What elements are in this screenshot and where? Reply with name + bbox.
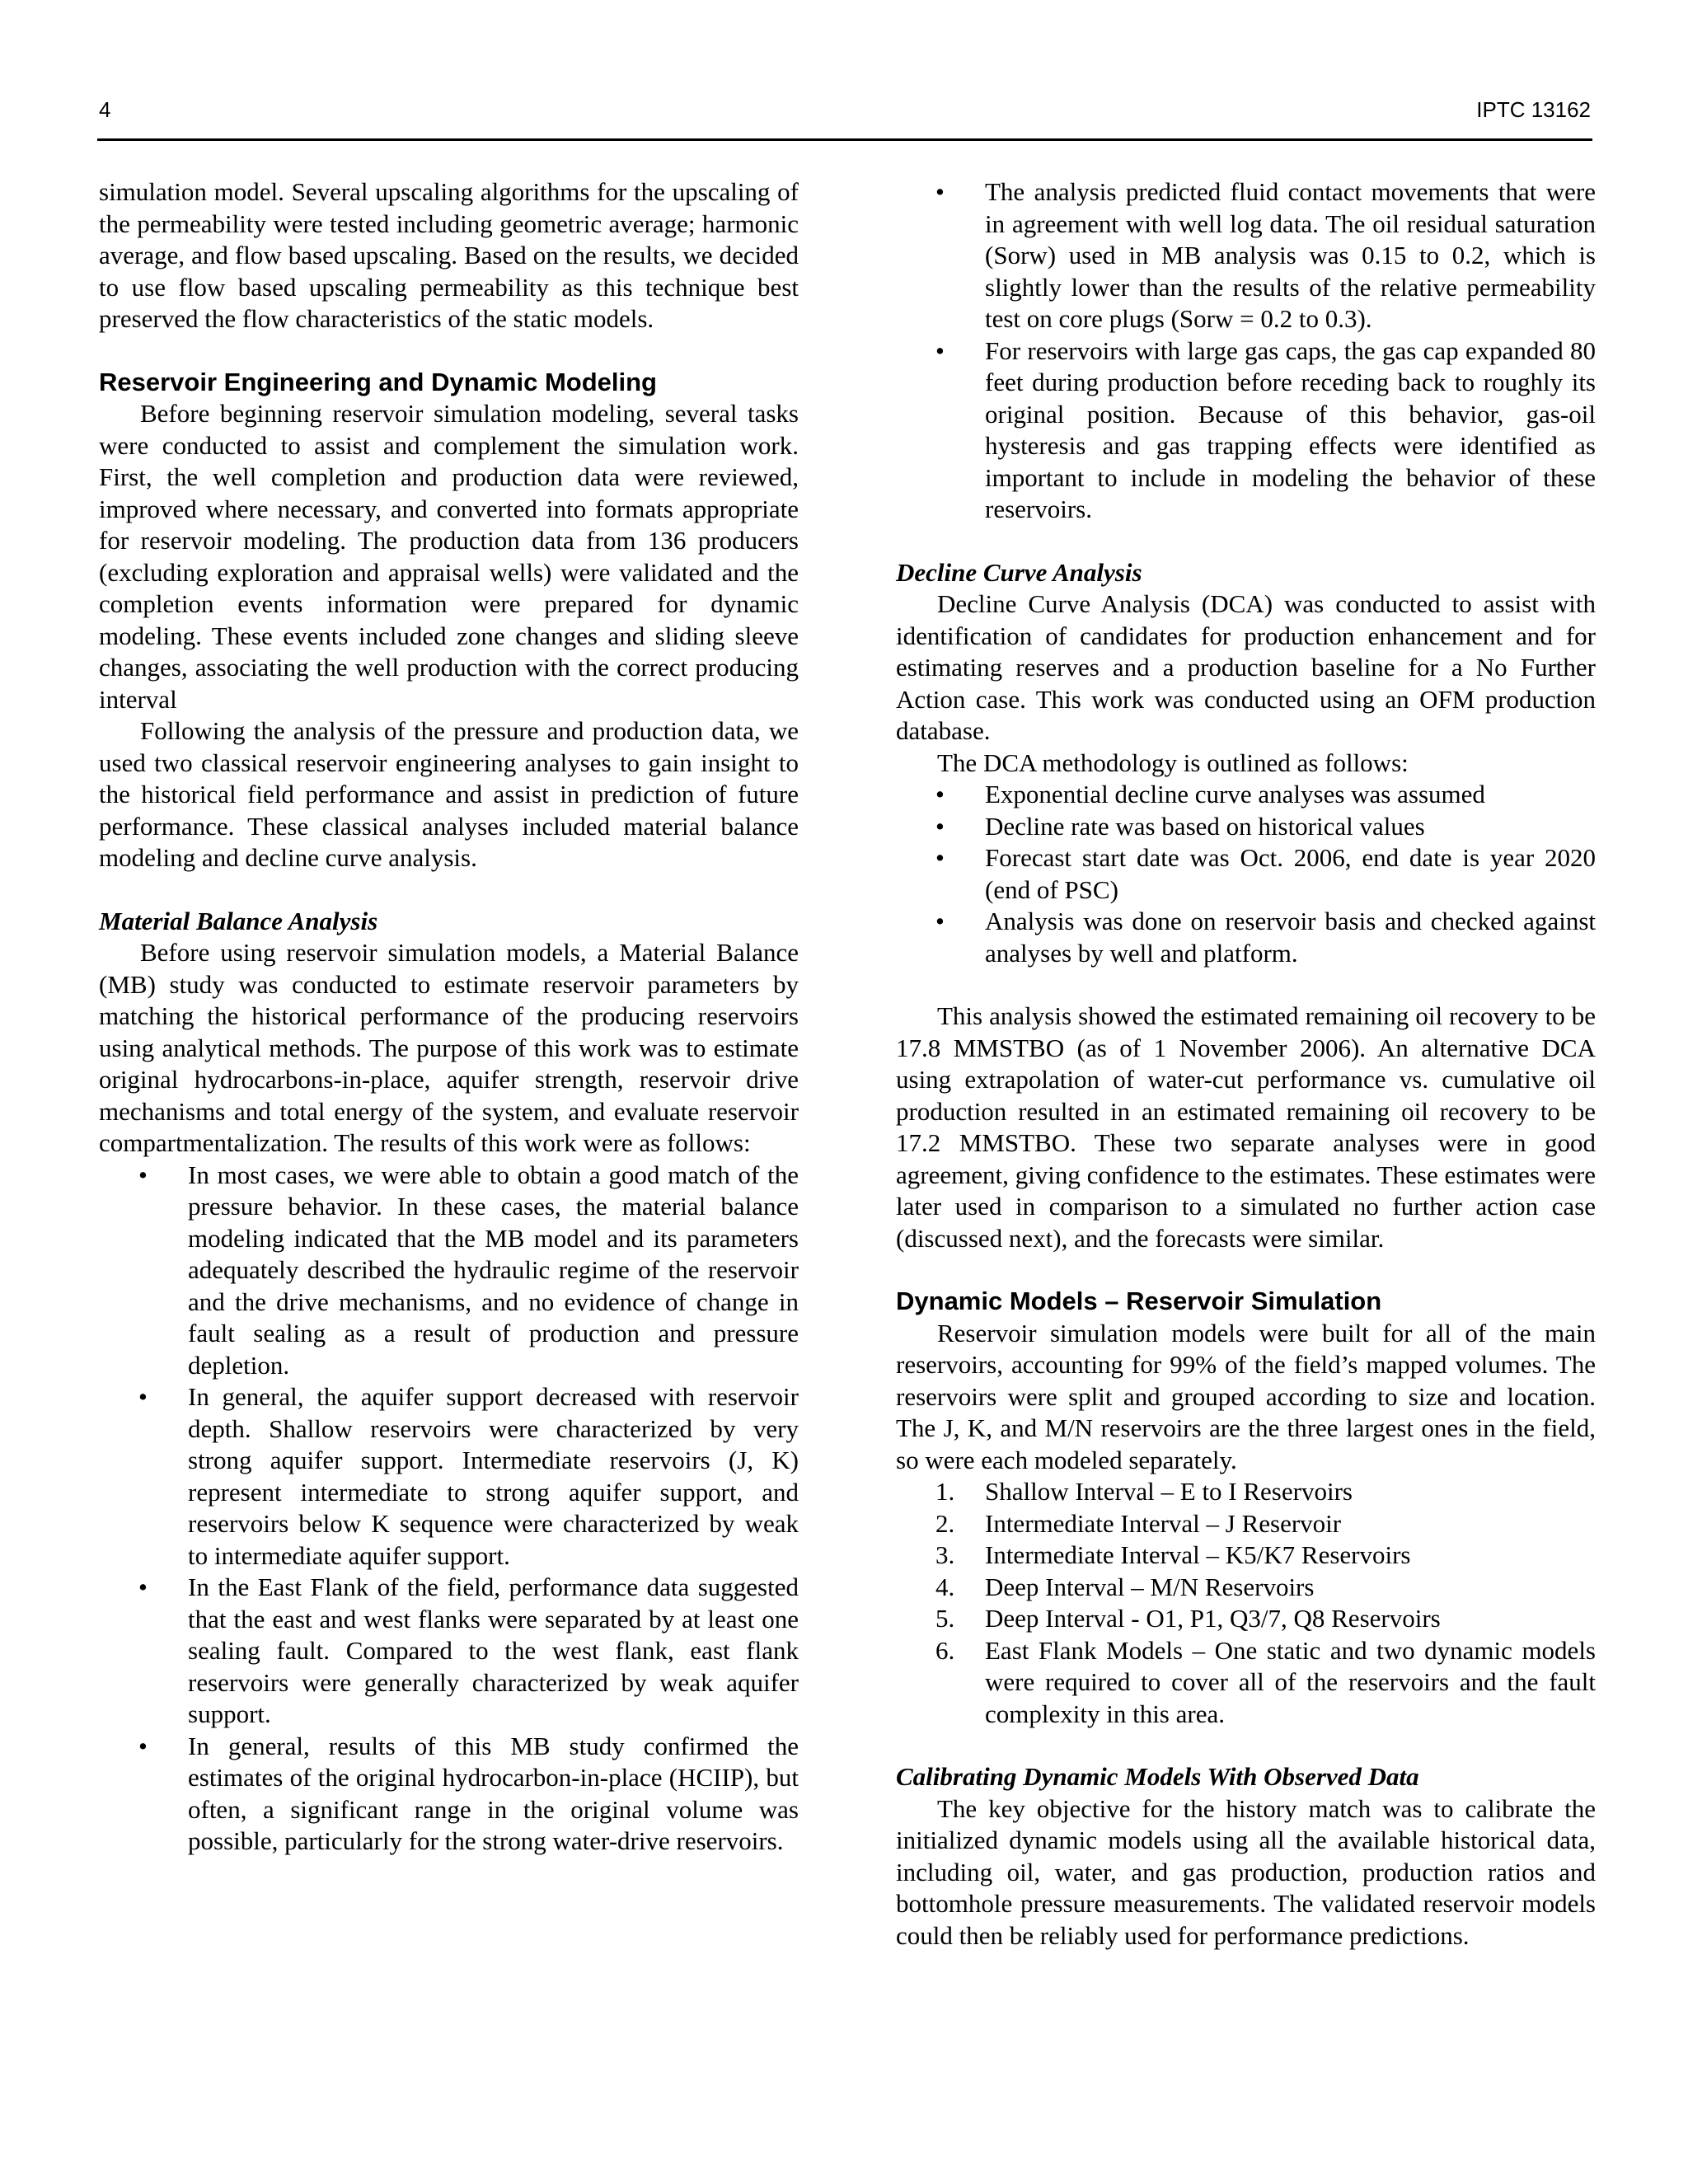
list-item-text: In general, results of this MB study confirmed the estimates of the original hydrocarbon-in-place (HCIIP), but often, a significant range in the original volume was possible, particularly for the strong water-drive reservoirs. <box>188 1731 799 1855</box>
page-number: 4 <box>99 97 111 122</box>
numbered-list-intervals <box>896 1476 1596 1730</box>
list-item-text: Exponential decline curve analyses was assumed <box>985 780 1485 808</box>
list-item-text: In most cases, we were able to obtain a good match of the pressure behavior. In these cases, the material balance modeling indicated that the MB model and its parameters adequately described the hydraulic regime of the reservoir and the drive mechanisms, and no evidence of change in fault sealing as a result of production and pressure depletion. <box>188 1160 799 1380</box>
list-item <box>99 1160 799 1382</box>
list-item <box>896 1540 1596 1572</box>
right-column <box>896 176 1596 1952</box>
bullet-list-dca-method <box>896 779 1596 969</box>
list-item-text: Shallow Interval – E to I Reservoirs <box>985 1477 1353 1506</box>
bullet-mark: • <box>138 1160 148 1189</box>
list-item-text: The analysis predicted fluid contact movements that were in agreement with well log data. The oil residual saturation (Sorw) used in MB analysis was 0.15 to 0.2, which is slightly lower than the results of the relative permeability test on core plugs (Sorw = 0.2 to 0.3). <box>985 177 1596 333</box>
subsection-heading-calibrating: Calibrating Dynamic Models With Observed Data <box>896 1762 1419 1791</box>
paragraph: Decline Curve Analysis (DCA) was conducted to assist with identification of candidates for production enhancement and for estimating reserves and a production baseline for a No Further Action case. This work was conducted using an OFM production database. <box>896 589 1596 745</box>
list-item <box>896 779 1596 811</box>
left-column <box>99 176 799 1858</box>
subsection-heading-material-balance: Material Balance Analysis <box>99 906 378 935</box>
bullet-mark: • <box>935 780 945 808</box>
subsection-heading-decline-curve: Decline Curve Analysis <box>896 557 1142 587</box>
paper-id: IPTC 13162 <box>1476 97 1591 122</box>
list-item-text: East Flank Models – One static and two dynamic models were required to cover all of the reservoirs and the fault complexity in this area. <box>985 1635 1596 1728</box>
paragraph: The key objective for the history match was to calibrate the initialized dynamic models using all the available historical data, including oil, water, and gas production, production ratios and bottomhole pressure measurements. The validated reservoir models could then be reliably used for performance predictions. <box>896 1793 1596 1950</box>
bullet-list-mb-results <box>99 1160 799 1858</box>
list-item <box>896 811 1596 843</box>
list-item-text: For reservoirs with large gas caps, the gas cap expanded 80 feet during production before receding back to roughly its original position. Because of this behavior, gas-oil hysteresis and gas trapping effects were identified as important to include in modeling the behavior of these reservoirs. <box>985 335 1596 523</box>
bullet-mark: • <box>935 907 945 935</box>
section-heading-dynamic-models: Dynamic Models – Reservoir Simulation <box>896 1286 1382 1315</box>
list-item <box>99 1381 799 1572</box>
list-item-text: Analysis was done on reservoir basis and checked against analyses by well and platform. <box>985 907 1596 968</box>
bullet-mark: • <box>138 1382 148 1411</box>
list-item <box>99 1731 799 1858</box>
paragraph: The DCA methodology is outlined as follows: <box>937 748 1409 777</box>
list-item <box>896 176 1596 335</box>
list-item <box>896 1635 1596 1731</box>
list-number: 2. <box>935 1508 955 1538</box>
bullet-mark: • <box>935 811 945 841</box>
list-number: 4. <box>935 1572 955 1601</box>
bullet-mark: • <box>935 177 945 206</box>
bullet-mark: • <box>935 335 945 365</box>
list-item-text: Decline rate was based on historical values <box>985 811 1425 841</box>
paragraph: Before beginning reservoir simulation modeling, several tasks were conducted to assist and complement the simulation work. First, the well completion and production data were reviewed, improved where necessary, and converted into formats appropriate for reservoir modeling. The production data from 136 producers (excluding exploration and appraisal wells) were validated and the completion events information were prepared for dynamic modeling. These events included zone changes and sliding sleeve changes, associating the well production with the correct producing interval <box>99 399 799 714</box>
list-item-text: Deep Interval – M/N Reservoirs <box>985 1572 1315 1601</box>
paragraph: Reservoir simulation models were built for all of the main reservoirs, accounting for 99% of the field’s mapped volumes. The reservoirs were split and grouped according to size and location. The J, K, and M/N reservoirs are the three largest ones in the field, so were each modeled separately. <box>896 1318 1596 1474</box>
paragraph: Following the analysis of the pressure and production data, we used two classical reservoir engineering analyses to gain insight to the historical field performance and assist in prediction of future performance. These classical analyses included material balance modeling and decline curve analysis. <box>99 716 799 872</box>
list-item <box>896 335 1596 526</box>
bullet-mark: • <box>138 1731 148 1760</box>
list-number: 1. <box>935 1477 955 1506</box>
intro-paragraph: simulation model. Several upscaling algorithms for the upscaling of the permeability were tested including geometric average; harmonic average, and flow based upscaling. Based on the results, we decided to use flow based upscaling permeability as this technique best preserved the flow characteristics of the static models. <box>99 177 799 333</box>
list-number: 6. <box>935 1635 955 1665</box>
list-item-text: Forecast start date was Oct. 2006, end date is year 2020 (end of PSC) <box>985 843 1596 904</box>
list-item-text: In general, the aquifer support decreased with reservoir depth. Shallow reservoirs were characterized by very strong aquifer support. Intermediate reservoirs (J, K) represent intermediate to strong aquifer support, and reservoirs below K sequence were characterized by weak to intermediate aquifer support. <box>188 1382 799 1570</box>
list-item <box>896 906 1596 969</box>
list-item <box>99 1572 799 1731</box>
paragraph: Before using reservoir simulation models, a Material Balance (MB) study was conducted to estimate reservoir parameters by matching the historical performance of the producing reservoirs using analytical methods. The purpose of this work was to estimate original hydrocarbons-in-place, aquifer strength, reservoir drive mechanisms and total energy of the system, and evaluate reservoir compartmentalization. The results of this work were as follows: <box>99 938 799 1157</box>
list-item-text: Intermediate Interval – K5/K7 Reservoirs <box>985 1540 1411 1569</box>
list-item-text: In the East Flank of the field, performance data suggested that the east and west flanks were separated by at least one sealing fault. Compared to the west flank, east flank reservoirs were generally characterized by weak aquifer support. <box>188 1572 799 1728</box>
list-item <box>896 1476 1596 1508</box>
spacer <box>896 969 1596 1001</box>
list-item <box>896 1508 1596 1540</box>
bullet-mark: • <box>138 1572 148 1601</box>
list-number: 3. <box>935 1540 955 1569</box>
paragraph: This analysis showed the estimated remaining oil recovery to be 17.8 MMSTBO (as of 1 November 2006). An alternative DCA using extrapolation of water-cut performance vs. cumulative oil production resulted in an estimated remaining oil recovery to be 17.2 MMSTBO. These two separate analyses were in good agreement, giving confidence to the estimates. These estimates were later used in comparison to a simulated no further action case (discussed next), and the forecasts were similar. <box>896 1001 1596 1253</box>
header-rule <box>97 138 1592 141</box>
section-heading-reservoir-engineering: Reservoir Engineering and Dynamic Modeling <box>99 367 657 396</box>
list-item <box>896 1603 1596 1635</box>
list-item <box>896 1572 1596 1604</box>
bullet-mark: • <box>935 843 945 872</box>
bullet-list-mb-results-continued <box>896 176 1596 526</box>
list-item-text: Intermediate Interval – J Reservoir <box>985 1508 1342 1538</box>
list-item <box>896 842 1596 906</box>
list-item-text: Deep Interval - O1, P1, Q3/7, Q8 Reservoirs <box>985 1604 1441 1633</box>
list-number: 5. <box>935 1604 955 1633</box>
